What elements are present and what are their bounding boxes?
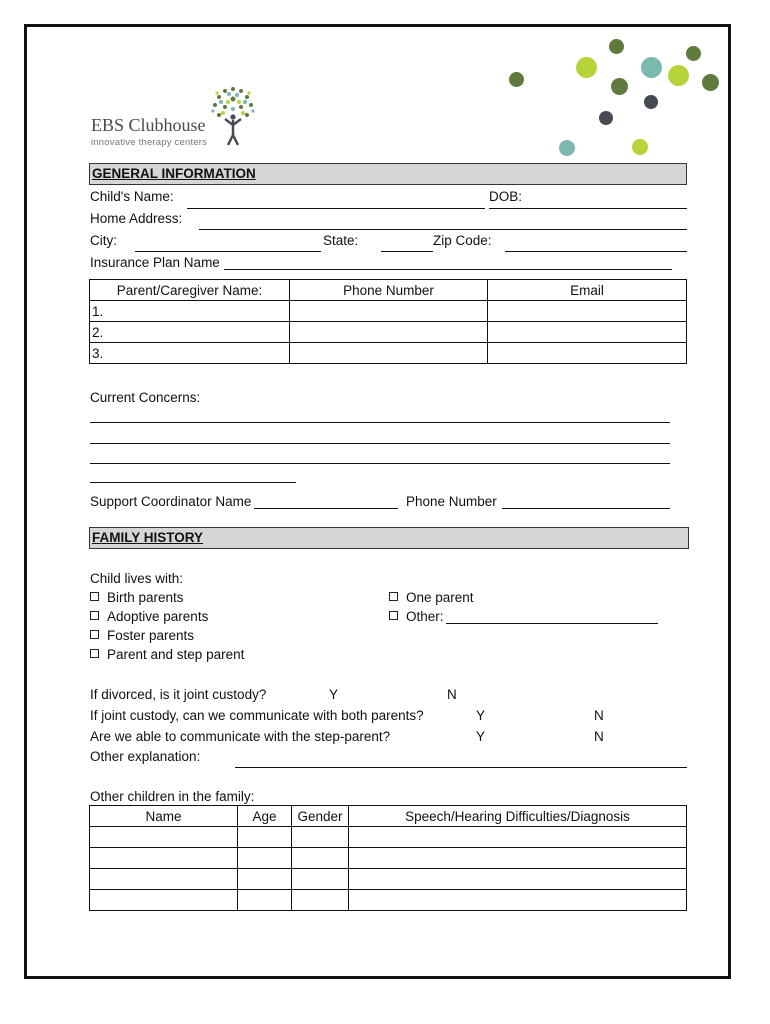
column-header: Email xyxy=(488,280,687,301)
question-step-parent: Are we able to communicate with the step-parent? xyxy=(90,729,391,744)
decor-dot xyxy=(644,95,658,109)
family-history-heading: FAMILY HISTORY xyxy=(89,527,689,549)
city-field[interactable] xyxy=(135,251,321,252)
state-field[interactable] xyxy=(381,251,433,252)
city-label: City: xyxy=(90,233,117,248)
concerns-line[interactable] xyxy=(90,422,670,423)
answer-no[interactable]: N xyxy=(594,708,604,723)
other-explanation-label: Other explanation: xyxy=(90,749,201,764)
email-cell[interactable] xyxy=(488,301,687,322)
gender-cell[interactable] xyxy=(292,890,349,911)
name-cell[interactable] xyxy=(90,890,238,911)
option-other[interactable] xyxy=(389,609,444,625)
phone-cell[interactable] xyxy=(290,343,488,364)
table-row xyxy=(90,848,687,869)
answer-no[interactable]: N xyxy=(447,687,457,702)
zip-label: Zip Code: xyxy=(433,233,492,248)
age-cell[interactable] xyxy=(238,869,292,890)
zip-field[interactable] xyxy=(505,251,687,252)
column-header: Name xyxy=(90,806,238,827)
support-phone-field[interactable] xyxy=(502,508,670,509)
column-header: Parent/Caregiver Name: xyxy=(90,280,290,301)
dob-field[interactable] xyxy=(489,208,687,209)
option-label: Parent and step parent xyxy=(107,647,245,662)
general-info-heading: GENERAL INFORMATION xyxy=(89,163,687,185)
current-concerns-label: Current Concerns: xyxy=(90,390,201,405)
option-label: Adoptive parents xyxy=(107,609,209,624)
decor-dot xyxy=(599,111,613,125)
answer-no[interactable]: N xyxy=(594,729,604,744)
insurance-label: Insurance Plan Name xyxy=(90,255,220,270)
gender-cell[interactable] xyxy=(292,848,349,869)
decor-dot xyxy=(668,65,689,86)
children-table xyxy=(89,805,687,911)
decor-dot xyxy=(611,78,628,95)
table-row xyxy=(90,869,687,890)
question-both-parents: If joint custody, can we communicate with both parents? xyxy=(90,708,424,723)
table-row xyxy=(90,322,687,343)
column-header: Gender xyxy=(292,806,349,827)
option-label: One parent xyxy=(406,590,474,605)
phone-cell[interactable] xyxy=(290,322,488,343)
insurance-field[interactable] xyxy=(224,269,672,270)
option-one-parent[interactable] xyxy=(389,590,474,606)
column-header: Speech/Hearing Difficulties/Diagnosis xyxy=(349,806,687,827)
concerns-line[interactable] xyxy=(90,463,670,464)
decor-dot xyxy=(686,46,701,61)
table-row xyxy=(90,301,687,322)
checkbox[interactable] xyxy=(389,611,398,620)
option-label: Birth parents xyxy=(107,590,184,605)
tree-icon xyxy=(203,81,263,151)
question-joint-custody: If divorced, is it joint custody? xyxy=(90,687,267,702)
age-cell[interactable] xyxy=(238,848,292,869)
column-header: Phone Number xyxy=(290,280,488,301)
children-table-header xyxy=(90,806,687,827)
decor-dot xyxy=(559,140,575,156)
form-page xyxy=(24,24,731,979)
state-label: State: xyxy=(323,233,359,248)
answer-yes[interactable]: Y xyxy=(476,729,486,744)
answer-yes[interactable]: Y xyxy=(476,708,486,723)
support-coordinator-label: Support Coordinator Name xyxy=(90,494,252,509)
option-parent-step-parent[interactable] xyxy=(90,647,244,663)
gender-cell[interactable] xyxy=(292,827,349,848)
option-label: Other: xyxy=(406,609,444,624)
child-name-field[interactable] xyxy=(187,208,485,209)
phone-cell[interactable] xyxy=(290,301,488,322)
diagnosis-cell[interactable] xyxy=(349,848,687,869)
option-birth-parents[interactable] xyxy=(90,590,184,606)
row-number[interactable]: 3. xyxy=(90,343,290,364)
decor-dot xyxy=(702,74,719,91)
diagnosis-cell[interactable] xyxy=(349,869,687,890)
decor-dot xyxy=(509,72,524,87)
email-cell[interactable] xyxy=(488,322,687,343)
checkbox[interactable] xyxy=(90,630,99,639)
child-name-label: Child's Name: xyxy=(90,189,174,204)
checkbox[interactable] xyxy=(90,592,99,601)
diagnosis-cell[interactable] xyxy=(349,890,687,911)
table-row xyxy=(90,827,687,848)
age-cell[interactable] xyxy=(238,827,292,848)
decor-dot xyxy=(609,39,624,54)
other-children-label: Other children in the family: xyxy=(90,789,255,804)
diagnosis-cell[interactable] xyxy=(349,827,687,848)
age-cell[interactable] xyxy=(238,890,292,911)
lives-with-label: Child lives with: xyxy=(90,571,184,586)
option-foster-parents[interactable] xyxy=(90,628,194,644)
row-number[interactable]: 2. xyxy=(90,322,290,343)
concerns-line[interactable] xyxy=(90,482,296,483)
name-cell[interactable] xyxy=(90,827,238,848)
decor-dot xyxy=(632,139,648,155)
home-address-label: Home Address: xyxy=(90,211,183,226)
checkbox[interactable] xyxy=(389,592,398,601)
table-row xyxy=(90,343,687,364)
logo-title: EBS Clubhouse xyxy=(91,115,206,135)
support-phone-label: Phone Number xyxy=(406,494,497,509)
answer-yes[interactable]: Y xyxy=(329,687,339,702)
concerns-line[interactable] xyxy=(90,443,670,444)
name-cell[interactable] xyxy=(90,869,238,890)
parents-table-header xyxy=(90,280,687,301)
other-field[interactable] xyxy=(446,623,658,624)
name-cell[interactable] xyxy=(90,848,238,869)
table-row xyxy=(90,890,687,911)
option-label: Foster parents xyxy=(107,628,195,643)
support-coordinator-field[interactable] xyxy=(254,508,398,509)
dob-label: DOB: xyxy=(489,189,523,204)
row-number[interactable]: 1. xyxy=(90,301,290,322)
logo-subtitle: innovative therapy centers xyxy=(91,137,208,148)
decor-dot xyxy=(641,57,662,78)
home-address-field[interactable] xyxy=(199,229,687,230)
column-header: Age xyxy=(238,806,292,827)
option-adoptive-parents[interactable] xyxy=(90,609,208,625)
parents-table xyxy=(89,279,687,364)
other-explanation-field[interactable] xyxy=(235,767,687,768)
gender-cell[interactable] xyxy=(292,869,349,890)
logo xyxy=(91,81,271,151)
checkbox[interactable] xyxy=(90,649,99,658)
checkbox[interactable] xyxy=(90,611,99,620)
decor-dot xyxy=(576,57,597,78)
email-cell[interactable] xyxy=(488,343,687,364)
